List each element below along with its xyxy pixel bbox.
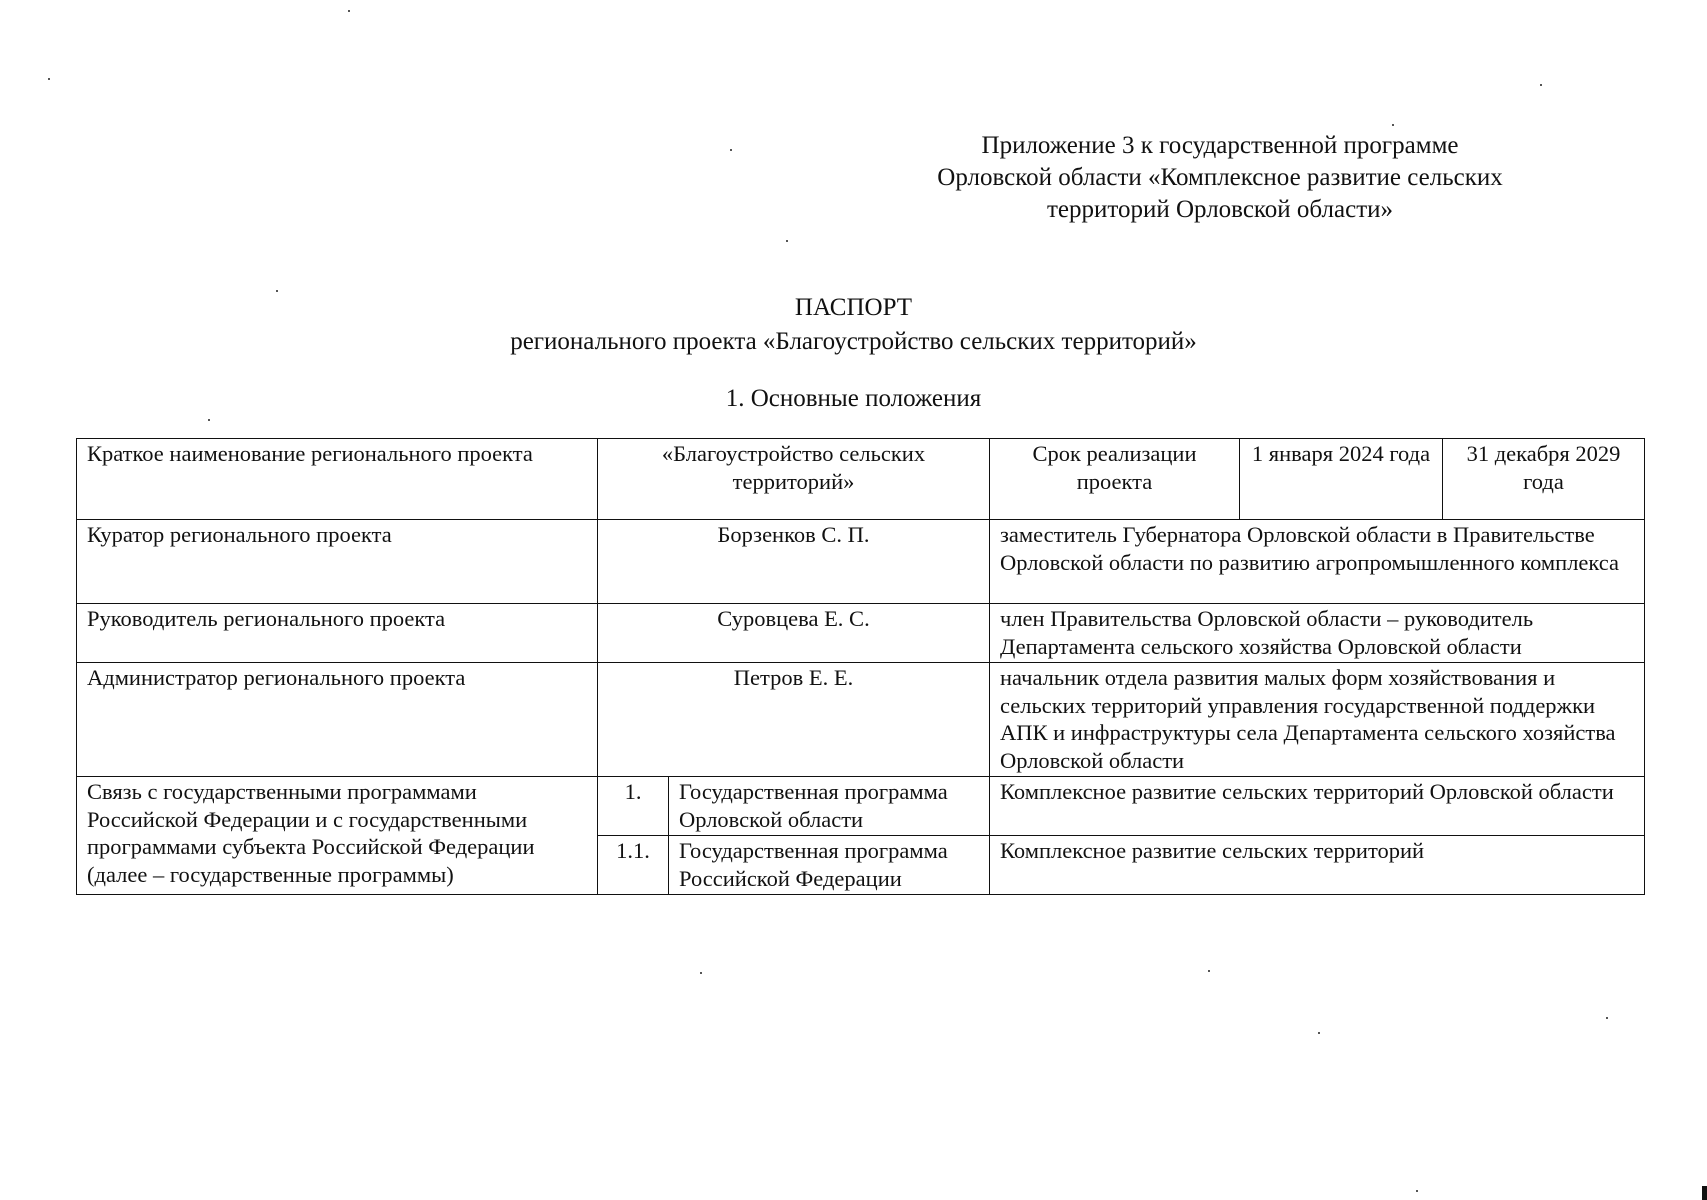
row-label: Администратор регионального проекта — [77, 663, 598, 777]
scan-speck — [700, 972, 702, 974]
table-row-curator — [77, 520, 1645, 604]
table-row-program-1 — [77, 777, 1645, 836]
scan-speck — [48, 78, 50, 80]
row-label: Куратор регионального проекта — [77, 520, 598, 604]
section-title: 1. Основные положения — [725, 385, 982, 412]
program-name: Комплексное развитие сельских территорий Орловской области — [990, 777, 1645, 836]
program-type: Государственная программа Российской Федерации — [669, 836, 990, 895]
scan-speck — [1392, 124, 1394, 126]
appendix-line: территорий Орловской области» — [1046, 196, 1394, 223]
table-row-administrator — [77, 663, 1645, 777]
administrator-name: Петров Е. Е. — [598, 663, 990, 777]
end-date: 31 декабря 2029 года — [1443, 439, 1645, 520]
head-name: Суровцева Е. С. — [598, 604, 990, 663]
administrator-position: начальник отдела развития малых форм хозяйствования и сельских территорий управления государственной поддержки АПК и инфраструктуры села Департамента сельского хозяйства Орловской области — [990, 663, 1645, 777]
document-title: ПАСПОРТ — [794, 294, 913, 321]
program-number: 1.1. — [598, 836, 669, 895]
table-row-short-name — [77, 439, 1645, 520]
scan-speck — [1416, 1190, 1418, 1192]
table-row-head — [77, 604, 1645, 663]
scan-speck — [1606, 1017, 1608, 1019]
scan-speck — [348, 10, 350, 12]
scan-mark — [1702, 1186, 1707, 1200]
program-number: 1. — [598, 777, 669, 836]
appendix-note — [900, 130, 1540, 226]
appendix-line: Орловской области «Комплексное развитие сельских — [937, 164, 1503, 191]
row-label: Руководитель регионального проекта — [77, 604, 598, 663]
curator-name: Борзенков С. П. — [598, 520, 990, 604]
start-date: 1 января 2024 года — [1240, 439, 1443, 520]
curator-position: заместитель Губернатора Орловской области в Правительстве Орловской области по развитию агропромышленного комплекса — [990, 520, 1645, 604]
document-subtitle: регионального проекта «Благоустройство сельских территорий» — [510, 328, 1197, 355]
head-position: член Правительства Орловской области – руководитель Департамента сельского хозяйства Орловской области — [990, 604, 1645, 663]
programs-label: Связь с государственными программами Российской Федерации и с государственными программами субъекта Российской Федерации (далее – государственные программы) — [77, 777, 598, 895]
program-name: Комплексное развитие сельских территорий — [990, 836, 1645, 895]
program-type: Государственная программа Орловской области — [669, 777, 990, 836]
passport-table — [76, 438, 1645, 895]
scan-speck — [208, 419, 210, 421]
term-label: Срок реализации проекта — [990, 439, 1240, 520]
scan-speck — [1208, 970, 1210, 972]
scan-speck — [1540, 84, 1542, 86]
scan-speck — [786, 240, 788, 242]
scan-speck — [730, 149, 732, 151]
project-short-name: «Благоустройство сельских территорий» — [598, 439, 990, 520]
appendix-line: Приложение 3 к государственной программе — [981, 132, 1459, 159]
scan-speck — [1318, 1032, 1320, 1034]
scan-speck — [276, 290, 278, 292]
row-label: Краткое наименование регионального проекта — [77, 439, 598, 520]
